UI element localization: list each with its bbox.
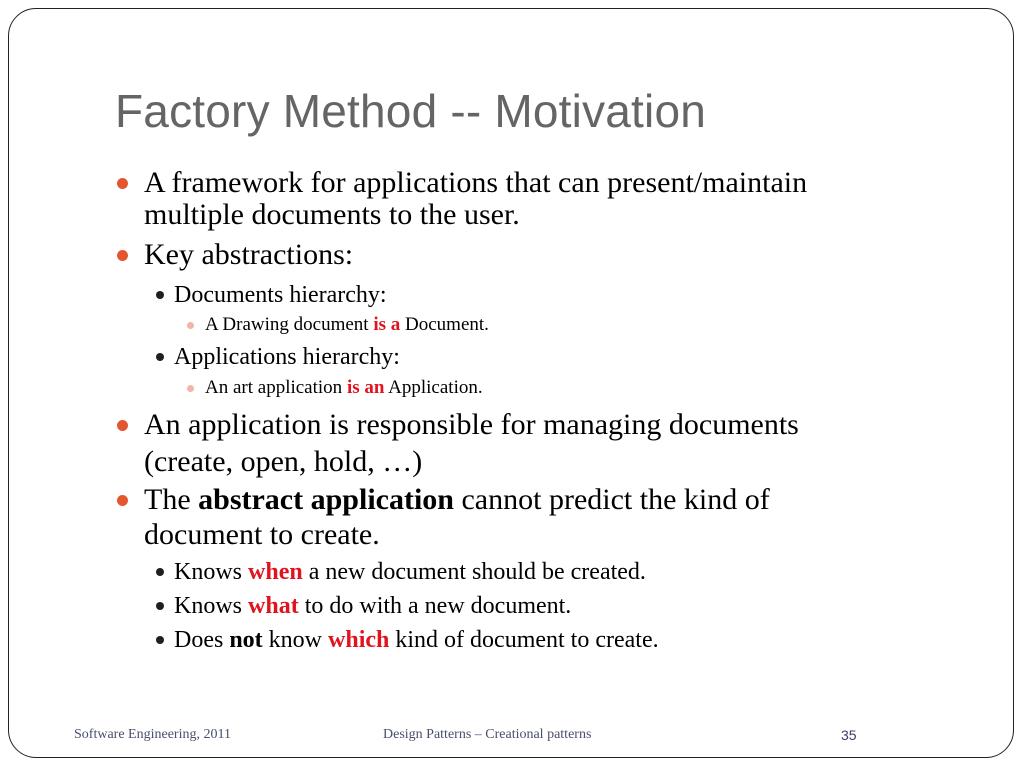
bullet-dot-icon: [117, 420, 128, 431]
footer-course: Software Engineering, 2011: [74, 727, 231, 742]
bullet-text: The: [144, 483, 199, 516]
bullet-text: Knows: [174, 593, 249, 619]
bullet-dot-icon: [117, 495, 128, 506]
bullet-text: Key abstractions:: [144, 238, 354, 271]
bullet-text: A Drawing document: [205, 314, 374, 335]
sub-bullet-knows-what: [174, 591, 571, 621]
bullet-text: multiple documents to the user.: [144, 198, 520, 231]
bold-text: abstract application: [198, 483, 454, 516]
bullet-text: An application is responsible for managing documents: [144, 408, 799, 441]
bullet-key-abstractions: [144, 238, 353, 272]
sub-bullet-knows-when: [174, 557, 646, 587]
sub-sub-bullet-drawing-document: [205, 313, 489, 337]
emphasis-text: is an: [346, 377, 385, 398]
sub-sub-bullet-art-application: [205, 376, 483, 400]
bullet-text: Documents hierarchy:: [174, 282, 387, 308]
bullet-text: know: [262, 627, 329, 653]
emphasis-text: is a: [373, 314, 401, 335]
bullet-dot-icon: [156, 353, 164, 361]
bullet-text: a new document should be created.: [302, 559, 646, 585]
bullet-text: An art application: [205, 377, 347, 398]
bullet-framework-cont: [144, 198, 520, 232]
bullet-text: cannot predict the kind of: [453, 483, 770, 516]
bullet-text: Knows: [174, 559, 249, 585]
bullet-abstract-application-cont: [144, 518, 380, 552]
bullet-dot-icon: [156, 568, 164, 576]
bullet-dot-icon: [187, 385, 194, 392]
footer-topic: Design Patterns – Creational patterns: [383, 727, 592, 742]
bullet-framework: [144, 166, 807, 200]
bullet-dot-icon: [156, 636, 164, 644]
bullet-dot-icon: [187, 322, 194, 329]
sub-bullet-does-not-know: [174, 625, 659, 655]
bullet-text: to do with a new document.: [298, 593, 572, 619]
emphasis-text: when: [248, 559, 303, 585]
slide-title: Factory Method -- Motivation: [115, 85, 707, 137]
bullet-dot-icon: [156, 291, 164, 299]
bullet-text: (create, open, hold, …): [144, 445, 423, 478]
bullet-text: A framework for applications that can present/maintain: [144, 166, 808, 199]
bullet-application-responsible-cont: [144, 445, 422, 479]
bullet-abstract-application: [144, 483, 770, 517]
bullet-text: Document.: [400, 314, 489, 335]
bullet-text: Applications hierarchy:: [174, 344, 400, 370]
bullet-text: Does: [174, 627, 230, 653]
bullet-application-responsible: [144, 408, 799, 442]
bullet-dot-icon: [117, 178, 128, 189]
bullet-text: Application.: [384, 377, 483, 398]
bullet-text: kind of document to create.: [389, 627, 659, 653]
bullet-dot-icon: [156, 602, 164, 610]
sub-bullet-applications-hierarchy: [174, 342, 400, 372]
bullet-dot-icon: [117, 250, 128, 261]
bullet-text: document to create.: [144, 518, 380, 551]
emphasis-text: what: [248, 593, 299, 619]
emphasis-text: which: [328, 627, 390, 653]
slide-number: 35: [841, 727, 857, 743]
bold-text: not: [229, 627, 263, 653]
sub-bullet-documents-hierarchy: [174, 280, 387, 310]
